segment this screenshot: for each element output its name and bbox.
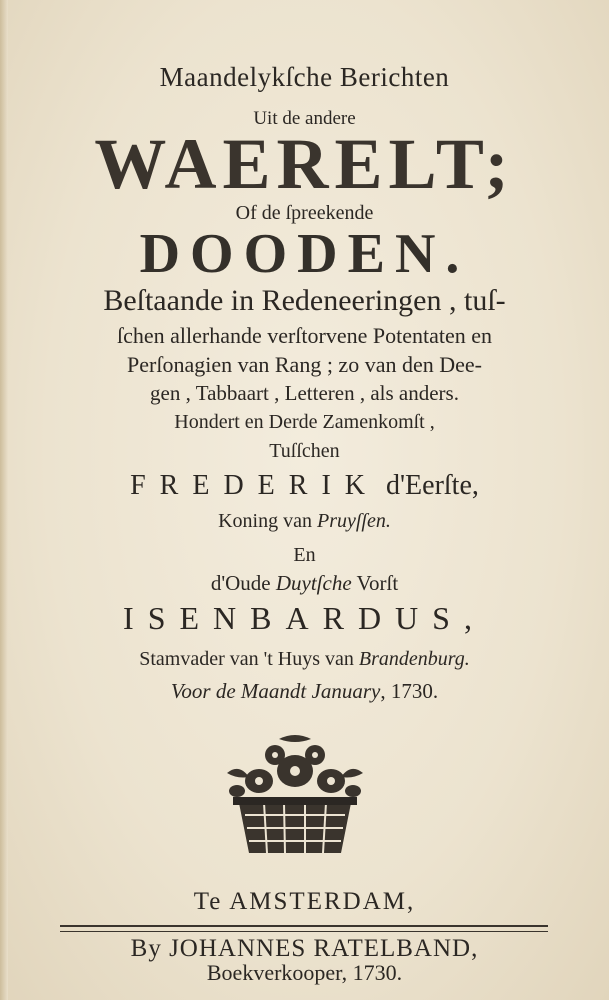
speaker-2-title-place: Brandenburg.: [358, 648, 470, 670]
between-line: Tuſſchen: [269, 440, 340, 462]
date-line: [0, 679, 609, 704]
speaker-2-title: [0, 648, 609, 671]
edition-line: Hondert en Derde Zamenkomſt ,: [174, 411, 435, 433]
speaker-1-title-text: Koning van: [218, 510, 317, 532]
imprint-place: Te AMSTERDAM,: [193, 888, 416, 915]
speaker-2-title-text: Stamvader van 't Huys van: [139, 648, 359, 670]
speaker-2-name: ISENBARDUS,: [123, 600, 486, 636]
description-line-3: Perſonagien van Rang ; zo van den Dee-: [127, 352, 482, 377]
main-title-dooden: DOODEN.: [139, 223, 470, 285]
speaker-1-suffix: d'Eerſte,: [386, 470, 479, 501]
speaker-1-name: FREDERIK: [130, 470, 379, 501]
speaker-1-title-place: Pruyſſen.: [317, 510, 391, 532]
description-line-2: ſchen allerhande verſtorvene Potentaten en: [116, 323, 493, 348]
subtitle-line: Of de ſpreekende: [235, 202, 374, 224]
date-month: Voor de Maandt January: [170, 679, 381, 703]
speaker-2-intro-c: Vorſt: [351, 571, 399, 595]
speaker-2-intro: [0, 571, 609, 596]
date-year: , 1730.: [380, 679, 439, 703]
flower-basket-ornament: [219, 733, 371, 861]
imprint-printer: By JOHANNES RATELBAND,: [130, 935, 479, 962]
speaker-2-intro-a: d'Oude: [210, 571, 276, 595]
imprint-role-year: Boekverkooper, 1730.: [206, 960, 403, 985]
and-line: En: [293, 544, 316, 566]
speaker-1-title: [0, 510, 609, 533]
title-line-2: Uit de andere: [253, 108, 356, 129]
title-line-1: Maandelykſche Berichten: [159, 62, 450, 92]
imprint-rule: [60, 925, 548, 932]
speaker-1-line: [0, 470, 609, 502]
speaker-2-intro-b: Duytſche: [275, 571, 352, 595]
description-line-1: Beſtaande in Redeneeringen , tuſ-: [103, 284, 506, 317]
description-line-4: gen , Tabbaart , Letteren , als anders.: [150, 381, 459, 405]
main-title-waerelt: WAERELT;: [94, 124, 515, 204]
